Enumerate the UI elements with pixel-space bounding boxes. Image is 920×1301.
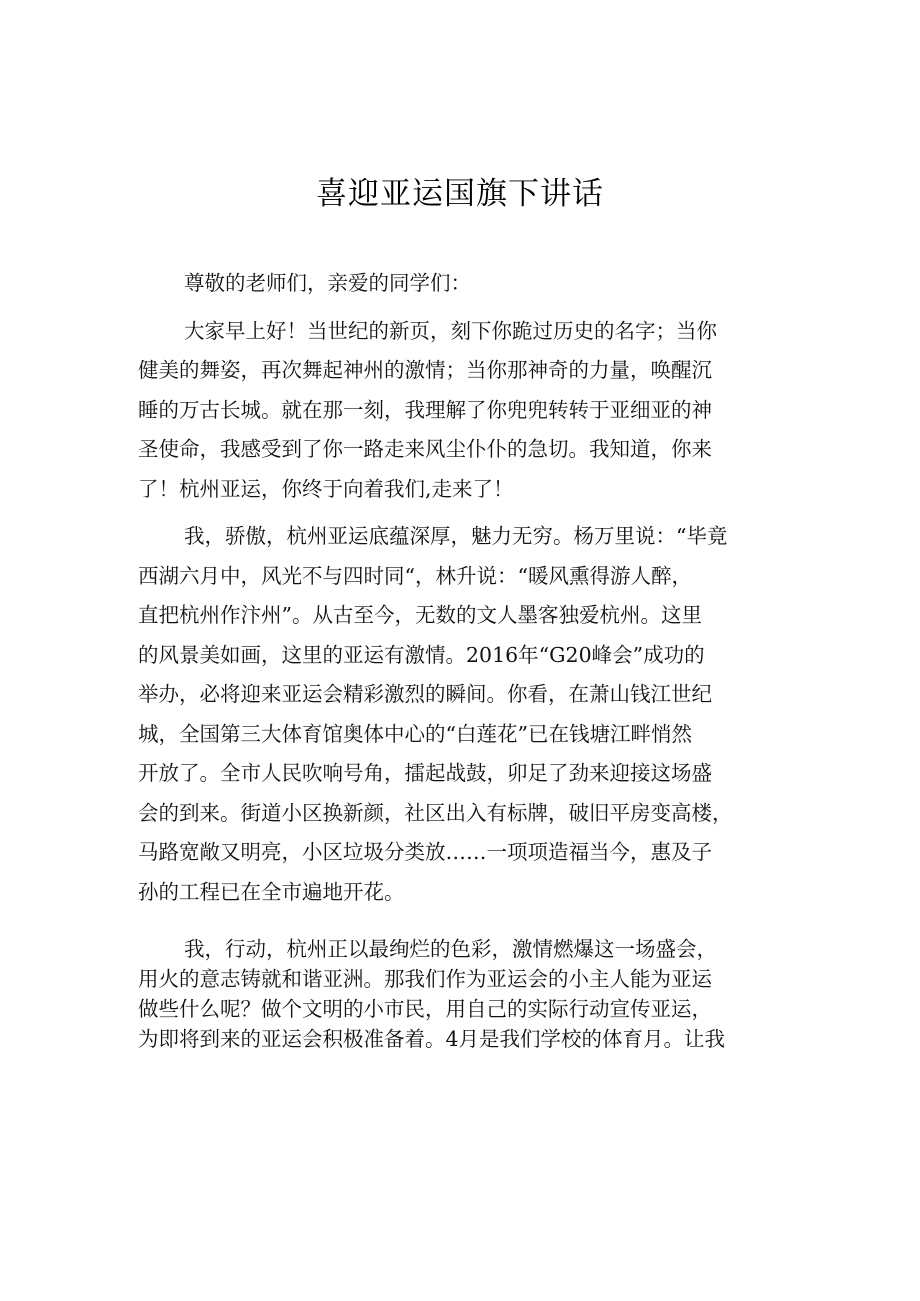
paragraph-line: 睡的万古长城。就在那一刻，我理解了你兜兜转转于亚细亚的神: [138, 397, 712, 422]
speech-body: [138, 264, 798, 1054]
paragraph-line: 直把杭州作汴州”。从古至今，无数的文人墨客独爱杭州。这里: [138, 603, 702, 627]
paragraph-line: 了！杭州亚运，你终于向着我们,走来了！: [138, 476, 514, 501]
paragraph-1: [138, 312, 798, 510]
paragraph-line: 会的到来。街道小区换新颜，社区出入有标牌，破旧平房变高楼，: [138, 800, 733, 825]
paragraph-line: 孙的工程已在全市遍地开花。: [138, 879, 405, 904]
paragraph-line: 用火的意志铸就和谐亚洲。那我们作为亚运会的小主人能为亚运: [138, 967, 712, 991]
paragraph-2: [138, 517, 798, 912]
paragraph-line: 为即将到来的亚运会积极准备着。4月是我们学校的体育月。让我: [138, 1027, 726, 1051]
paragraph-line: 的风景美如画，这里的亚运有激情。2016年“G20峰会”成功的: [138, 642, 705, 667]
paragraph-line: 开放了。全市人民吹响号角，擂起战鼓，卯足了劲来迎接这场盛: [138, 761, 712, 785]
salutation: 尊敬的老师们，亲爱的同学们：: [184, 271, 471, 295]
paragraph-3: [138, 934, 798, 1054]
paragraph-line: 我，骄傲，杭州亚运底蕴深厚，魅力无穷。杨万里说：“毕竟: [184, 524, 728, 548]
paragraph-line: 做些什么呢？做个文明的小市民，用自己的实际行动宣传亚运，: [138, 997, 712, 1021]
paragraph-line: 举办，必将迎来亚运会精彩激烈的瞬间。你看，在萧山钱江世纪: [138, 682, 712, 706]
paragraph-line: 圣使命，我感受到了你一路走来风尘仆仆的急切。我知道，你来: [138, 437, 712, 461]
page-title: 喜迎亚运国旗下讲话: [316, 176, 604, 212]
paragraph-line: 西湖六月中，风光不与四时同“，林升说：“暖风熏得游人醉，: [138, 563, 692, 588]
paragraph-line: 我，行动，杭州正以最绚烂的色彩，激情燃爆这一场盛会，: [184, 937, 717, 961]
paragraph-line: 健美的舞姿，再次舞起神州的激情；当你那神奇的力量，唤醒沉: [138, 358, 712, 382]
paragraph-line: 大家早上好！当世纪的新页，刻下你跪过历史的名字；当你: [184, 318, 717, 343]
paragraph-line: 城，全国第三大体育馆奥体中心的“白莲花”已在钱塘江畔悄然: [138, 721, 692, 746]
paragraph-line: 马路宽敞又明亮，小区垃圾分类放……一项项造福当今，惠及子: [138, 840, 712, 864]
